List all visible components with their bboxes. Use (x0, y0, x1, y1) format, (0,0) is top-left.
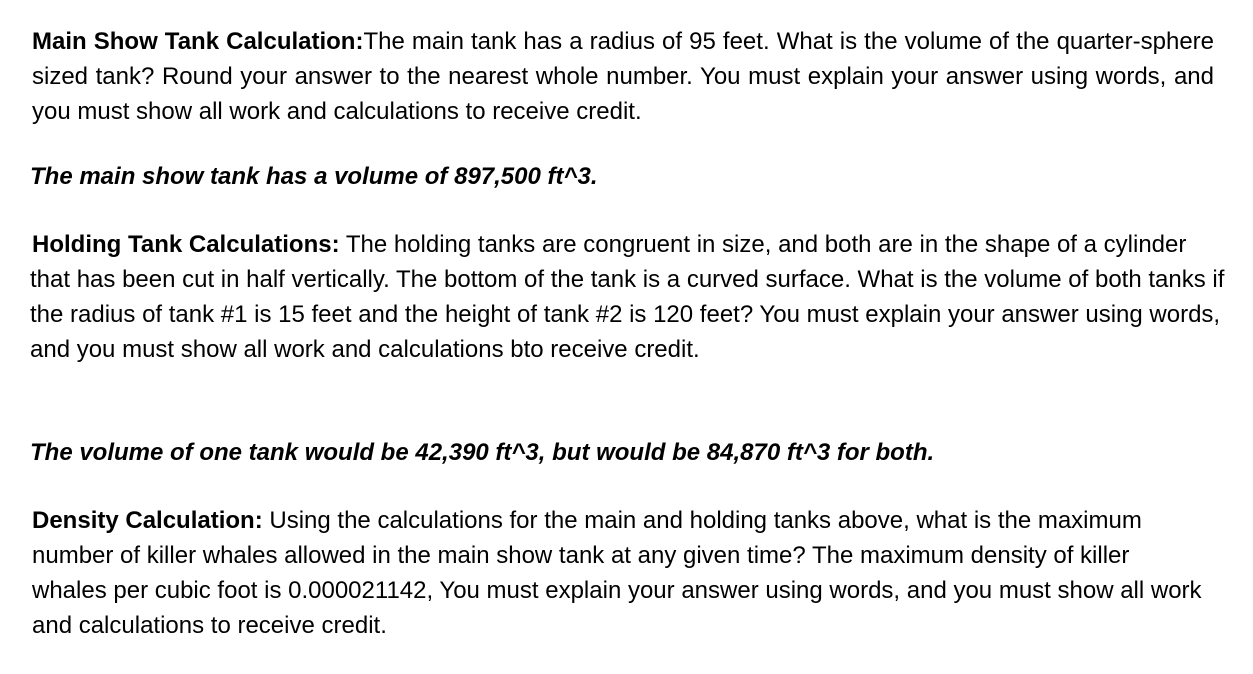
density-question-text: Using the calculations for the main and holding tanks above, what is the maximum number of killer whales allowed in the main show tank at any given time? The maximum density of killer whales per cubic foot is 0.000021142, You must explain your answer using words, and you must show all work and calculations to receive credit. (32, 507, 1202, 639)
holding-tank-answer-text: The volume of one tank would be 42,390 ft^3, but would be 84,870 ft^3 for both. (30, 439, 935, 466)
density-question (32, 503, 1207, 643)
main-show-tank-question-text: The main tank has a radius of 95 feet. What is the volume of the quarter-sphere sized tank? Round your answer to the nearest whole number. You must explain your answer using words, and you must show all work and calculations to receive credit. (32, 28, 1215, 125)
holding-tank-answer (30, 435, 934, 470)
holding-tank-question-text: The holding tanks are congruent in size, and both are in the shape of a cylinder that has been cut in half vertically. The bottom of the tank is a curved surface. What is the volume of both tanks if the radius of tank #1 is 15 feet and the height of tank #2 is 120 feet? You must explain your answer using words, and you must show all work and calculations bto receive credit. (30, 231, 1225, 363)
holding-tank-question (30, 227, 1225, 367)
main-show-tank-answer-text: The main show tank has a volume of 897,500 ft^3. (30, 163, 598, 190)
holding-tank-label: Holding Tank Calculations: (32, 231, 340, 258)
density-label: Density Calculation: (32, 507, 263, 534)
main-show-tank-section (32, 24, 1214, 129)
main-show-tank-answer (30, 159, 598, 194)
density-section (32, 503, 1207, 643)
holding-tank-section (30, 227, 1225, 367)
main-show-tank-question (32, 24, 1214, 129)
main-show-tank-label: Main Show Tank Calculation: (32, 28, 364, 55)
